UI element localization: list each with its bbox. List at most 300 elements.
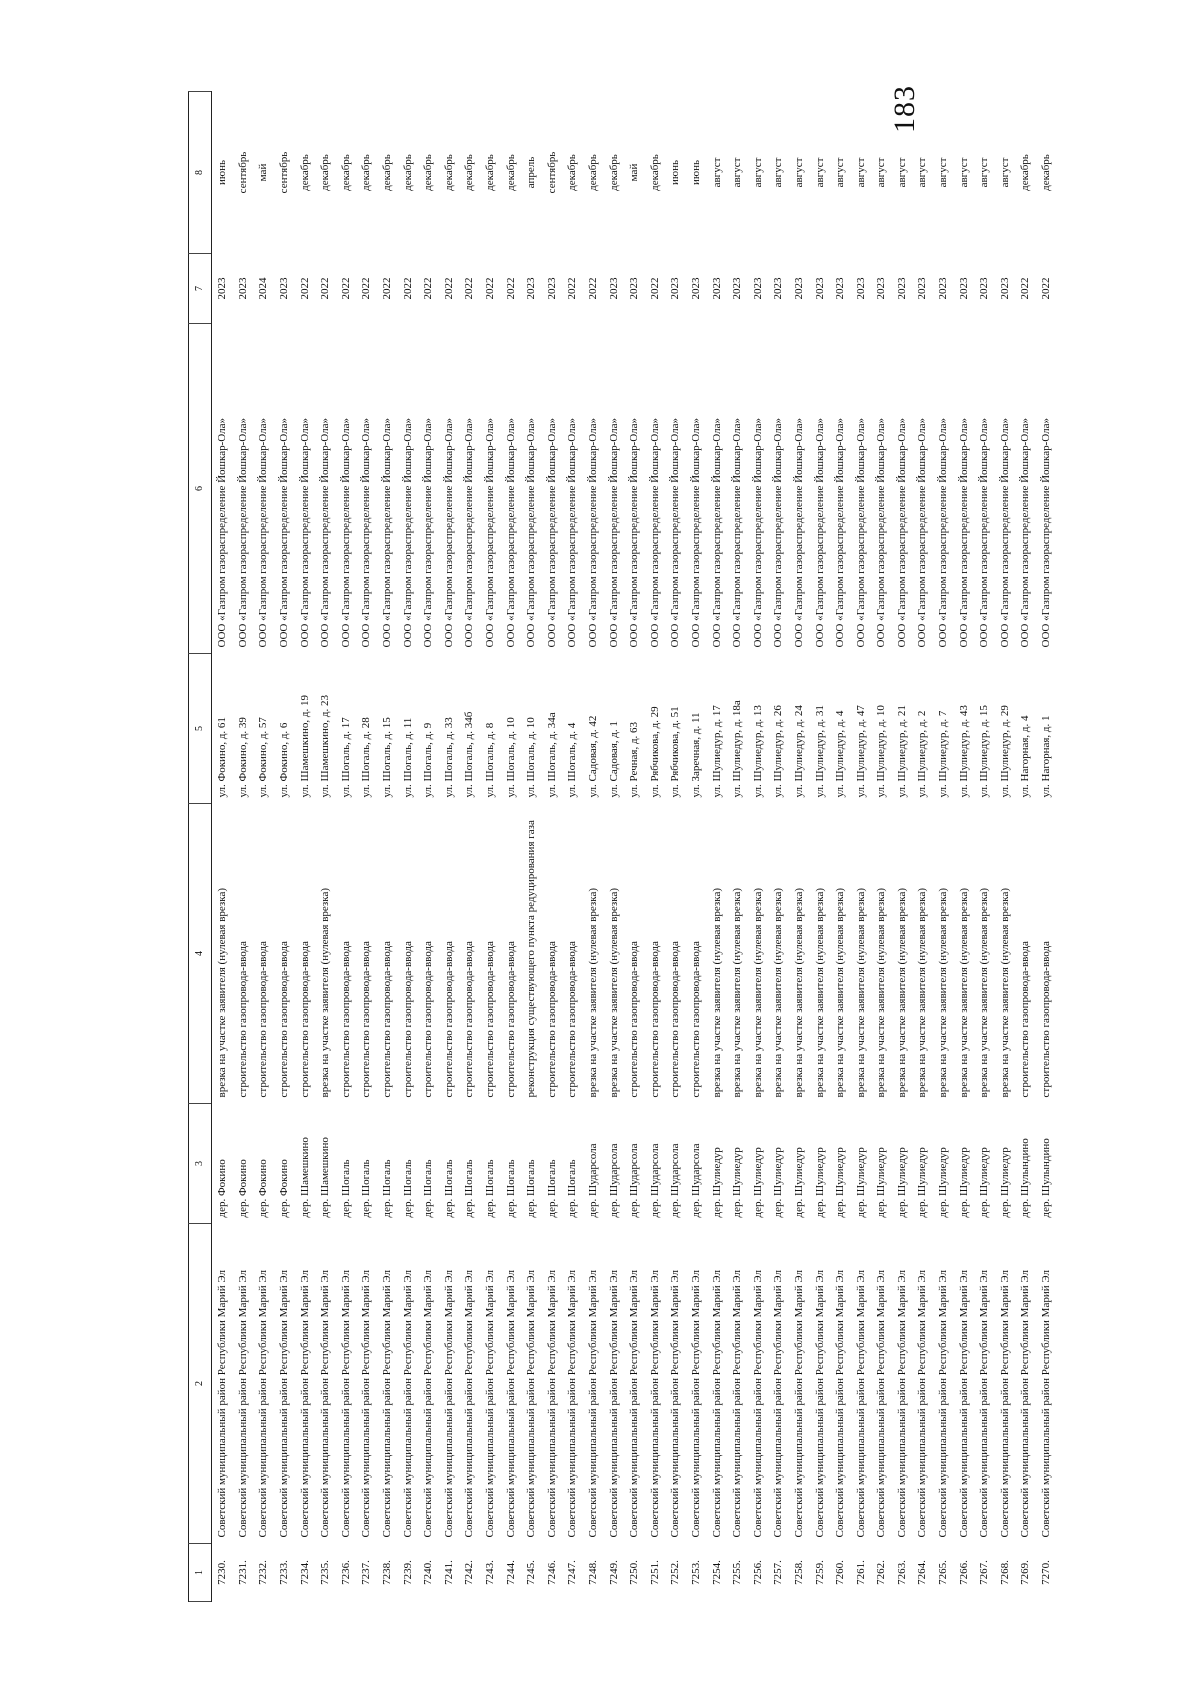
address-cell: ул. Шогаль, д. 11: [401, 717, 414, 798]
organization-cell: ООО «Газпром газораспределение Йошкар-Ола»: [1019, 417, 1032, 648]
district-cell: Советский муниципальный район Республики Марий Эл: [895, 1270, 908, 1538]
district-cell: Советский муниципальный район Республики Марий Эл: [978, 1270, 991, 1538]
table-header: [189, 92, 212, 1602]
table-row: [706, 92, 727, 1602]
row-number: 7261.: [854, 1560, 867, 1585]
table-row: [459, 92, 480, 1602]
organization-cell: ООО «Газпром газораспределение Йошкар-Ола»: [648, 417, 661, 648]
header-col-6: 6: [189, 324, 212, 654]
organization-cell: ООО «Газпром газораспределение Йошкар-Ола»: [628, 417, 641, 648]
header-row: [189, 92, 212, 1602]
month-cell: август: [772, 157, 785, 188]
month-cell: август: [751, 157, 764, 188]
header-col-3: 3: [189, 1104, 212, 1224]
work-type-cell: врезка на участке заявителя (нулевая врезка): [978, 887, 991, 1098]
month-cell: май: [628, 163, 641, 182]
work-type-cell: строительство газопровода-ввода: [504, 941, 517, 1098]
table-row: [274, 92, 295, 1602]
work-type-cell: строительство газопровода-ввода: [628, 941, 641, 1098]
address-cell: ул. Шогаль, д. 34а: [545, 712, 558, 798]
table-row: [336, 92, 357, 1602]
settlement-cell: дер. Шамешкино: [298, 1137, 311, 1218]
row-number: 7240.: [422, 1560, 435, 1585]
year-cell: 2022: [339, 277, 352, 300]
work-type-cell: врезка на участке заявителя (нулевая врезка): [772, 887, 785, 1098]
year-cell: 2023: [216, 277, 229, 300]
district-cell: Советский муниципальный район Республики Марий Эл: [545, 1270, 558, 1538]
table-row: [583, 92, 604, 1602]
settlement-cell: дер. Шогаль: [422, 1159, 435, 1218]
settlement-cell: дер. Шулиедур: [834, 1147, 847, 1218]
table-row: [315, 92, 336, 1602]
row-number: 7268.: [998, 1560, 1011, 1585]
address-cell: ул. Шогаль, д. 34б: [463, 711, 476, 798]
settlement-cell: дер. Шулиедур: [792, 1147, 805, 1218]
table-row: [830, 92, 851, 1602]
settlement-cell: дер. Фокино: [278, 1159, 291, 1218]
month-cell: декабрь: [339, 154, 352, 191]
organization-cell: ООО «Газпром газораспределение Йошкар-Ола»: [463, 417, 476, 648]
work-type-cell: врезка на участке заявителя (нулевая врезка): [834, 887, 847, 1098]
month-cell: август: [792, 157, 805, 188]
year-cell: 2022: [401, 277, 414, 300]
settlement-cell: дер. Шамешкино: [319, 1137, 332, 1218]
month-cell: декабрь: [401, 154, 414, 191]
organization-cell: ООО «Газпром газораспределение Йошкар-Ола»: [731, 417, 744, 648]
year-cell: 2023: [916, 277, 929, 300]
organization-cell: ООО «Газпром газораспределение Йошкар-Ола»: [484, 417, 497, 648]
organization-cell: ООО «Газпром газораспределение Йошкар-Ола»: [1040, 417, 1053, 648]
organization-cell: ООО «Газпром газораспределение Йошкар-Ола»: [916, 417, 929, 648]
district-cell: Советский муниципальный район Республики Марий Эл: [381, 1270, 394, 1538]
table-row: [850, 92, 871, 1602]
year-cell: 2023: [813, 277, 826, 300]
table-row: [933, 92, 954, 1602]
work-type-cell: врезка на участке заявителя (нулевая врезка): [875, 887, 888, 1098]
district-cell: Советский муниципальный район Республики Марий Эл: [319, 1270, 332, 1538]
settlement-cell: дер. Шогаль: [442, 1159, 455, 1218]
row-number: 7256.: [751, 1560, 764, 1585]
address-cell: ул. Шулиедур, д. 17: [710, 705, 723, 798]
table-row: [686, 92, 707, 1602]
address-cell: ул. Шулиедур, д. 29: [998, 705, 1011, 798]
district-cell: Советский муниципальный район Республики Марий Эл: [875, 1270, 888, 1538]
settlement-cell: дер. Шулындино: [1040, 1138, 1053, 1218]
month-cell: декабрь: [319, 154, 332, 191]
month-cell: декабрь: [422, 154, 435, 191]
district-cell: Советский муниципальный район Республики Марий Эл: [731, 1270, 744, 1538]
settlement-cell: дер. Шогаль: [381, 1159, 394, 1218]
district-cell: Советский муниципальный район Республики Марий Эл: [607, 1270, 620, 1538]
district-cell: Советский муниципальный район Республики Марий Эл: [628, 1270, 641, 1538]
row-number: 7231.: [236, 1560, 249, 1585]
month-cell: август: [875, 157, 888, 188]
organization-cell: ООО «Газпром газораспределение Йошкар-Ола»: [772, 417, 785, 648]
table-row: [768, 92, 789, 1602]
month-cell: декабрь: [1019, 154, 1032, 191]
settlement-cell: дер. Шогаль: [401, 1159, 414, 1218]
organization-cell: ООО «Газпром газораспределение Йошкар-Ола»: [504, 417, 517, 648]
table-row: [953, 92, 974, 1602]
table-row: [521, 92, 542, 1602]
row-number: 7255.: [731, 1560, 744, 1585]
row-number: 7236.: [339, 1560, 352, 1585]
work-type-cell: строительство газопровода-ввода: [689, 941, 702, 1098]
row-number: 7251.: [648, 1560, 661, 1585]
organization-cell: ООО «Газпром газораспределение Йошкар-Ола»: [216, 417, 229, 648]
year-cell: 2022: [319, 277, 332, 300]
work-type-cell: строительство газопровода-ввода: [360, 941, 373, 1098]
address-cell: ул. Шулиедур, д. 7: [937, 710, 950, 798]
table-row: [727, 92, 748, 1602]
month-cell: май: [257, 163, 270, 182]
work-type-cell: строительство газопровода-ввода: [278, 941, 291, 1098]
page-number: 183: [888, 85, 921, 133]
year-cell: 2023: [834, 277, 847, 300]
address-cell: ул. Шогаль, д. 10: [525, 717, 538, 798]
row-number: 7246.: [545, 1560, 558, 1585]
district-cell: Советский муниципальный район Республики Марий Эл: [834, 1270, 847, 1538]
settlement-cell: дер. Шогаль: [484, 1159, 497, 1218]
address-cell: ул. Шулиедур, д. 2: [916, 710, 929, 798]
month-cell: декабрь: [504, 154, 517, 191]
address-cell: ул. Шогаль, д. 33: [442, 717, 455, 798]
organization-cell: ООО «Газпром газораспределение Йошкар-Ола»: [236, 417, 249, 648]
header-col-7: 7: [189, 254, 212, 324]
month-cell: сентябрь: [236, 151, 249, 194]
organization-cell: ООО «Газпром газораспределение Йошкар-Ола»: [257, 417, 270, 648]
settlement-cell: дер. Шогаль: [525, 1159, 538, 1218]
settlement-cell: дер. Шулиедур: [751, 1147, 764, 1218]
table-row: [892, 92, 913, 1602]
row-number: 7247.: [566, 1560, 579, 1585]
table-row: [665, 92, 686, 1602]
settlement-cell: дер. Шогаль: [566, 1159, 579, 1218]
row-number: 7270.: [1040, 1560, 1053, 1585]
settlement-cell: дер. Шогаль: [504, 1159, 517, 1218]
row-number: 7265.: [937, 1560, 950, 1585]
table-row: [500, 92, 521, 1602]
row-number: 7242.: [463, 1560, 476, 1585]
district-cell: Советский муниципальный район Республики Марий Эл: [463, 1270, 476, 1538]
address-cell: ул. Шулиедур, д. 18а: [731, 700, 744, 798]
address-cell: ул. Фокино, д. 6: [278, 722, 291, 798]
settlement-cell: дер. Шулиедур: [772, 1147, 785, 1218]
year-cell: 2022: [504, 277, 517, 300]
row-number: 7235.: [319, 1560, 332, 1585]
district-cell: Советский муниципальный район Республики Марий Эл: [422, 1270, 435, 1538]
address-cell: ул. Нагорная, д. 1: [1040, 715, 1053, 798]
address-cell: ул. Шогаль, д. 28: [360, 717, 373, 798]
work-type-cell: врезка на участке заявителя (нулевая врезка): [998, 887, 1011, 1098]
district-cell: Советский муниципальный район Республики Марий Эл: [854, 1270, 867, 1538]
month-cell: сентябрь: [545, 151, 558, 194]
table-row: [912, 92, 933, 1602]
row-number: 7239.: [401, 1560, 414, 1585]
year-cell: 2023: [628, 277, 641, 300]
address-cell: ул. Шулиедур, д. 26: [772, 705, 785, 798]
month-cell: август: [731, 157, 744, 188]
settlement-cell: дер. Фокино: [236, 1159, 249, 1218]
year-cell: 2023: [854, 277, 867, 300]
year-cell: 2022: [566, 277, 579, 300]
year-cell: 2022: [1019, 277, 1032, 300]
address-cell: ул. Садовая, д. 1: [607, 721, 620, 798]
work-type-cell: строительство газопровода-ввода: [545, 941, 558, 1098]
district-cell: Советский муниципальный район Республики Марий Эл: [504, 1270, 517, 1538]
row-number: 7248.: [586, 1560, 599, 1585]
address-cell: ул. Шулиедур, д. 15: [978, 705, 991, 798]
year-cell: 2023: [689, 277, 702, 300]
year-cell: 2022: [442, 277, 455, 300]
settlement-cell: дер. Шударсола: [689, 1143, 702, 1218]
address-cell: ул. Фокино, д. 57: [257, 717, 270, 798]
row-number: 7263.: [895, 1560, 908, 1585]
settlement-cell: дер. Фокино: [216, 1159, 229, 1218]
address-cell: ул. Шогаль, д. 10: [504, 717, 517, 798]
settlement-cell: дер. Шударсола: [607, 1143, 620, 1218]
district-cell: Советский муниципальный район Республики Марий Эл: [525, 1270, 538, 1538]
header-col-5: 5: [189, 654, 212, 804]
month-cell: август: [854, 157, 867, 188]
district-cell: Советский муниципальный район Республики Марий Эл: [339, 1270, 352, 1538]
row-number: 7266.: [957, 1560, 970, 1585]
row-number: 7260.: [834, 1560, 847, 1585]
header-col-8: 8: [189, 92, 212, 254]
month-cell: сентябрь: [278, 151, 291, 194]
month-cell: август: [978, 157, 991, 188]
organization-cell: ООО «Газпром газораспределение Йошкар-Ола»: [586, 417, 599, 648]
address-cell: ул. Рябчикова, д. 51: [669, 706, 682, 798]
row-number: 7249.: [607, 1560, 620, 1585]
table-row: [1015, 92, 1036, 1602]
district-cell: Советский муниципальный район Республики Марий Эл: [442, 1270, 455, 1538]
district-cell: Советский муниципальный район Республики Марий Эл: [257, 1270, 270, 1538]
row-number: 7250.: [628, 1560, 641, 1585]
address-cell: ул. Шогаль, д. 15: [381, 717, 394, 798]
work-type-cell: врезка на участке заявителя (нулевая врезка): [710, 887, 723, 1098]
row-number: 7230.: [216, 1560, 229, 1585]
table-row: [397, 92, 418, 1602]
row-number: 7264.: [916, 1560, 929, 1585]
year-cell: 2023: [278, 277, 291, 300]
district-cell: Советский муниципальный район Республики Марий Эл: [484, 1270, 497, 1538]
work-type-cell: врезка на участке заявителя (нулевая врезка): [895, 887, 908, 1098]
month-cell: август: [916, 157, 929, 188]
district-cell: Советский муниципальный район Республики Марий Эл: [751, 1270, 764, 1538]
year-cell: 2023: [236, 277, 249, 300]
settlement-cell: дер. Шулындино: [1019, 1138, 1032, 1218]
work-type-cell: строительство газопровода-ввода: [484, 941, 497, 1098]
year-cell: 2022: [648, 277, 661, 300]
month-cell: август: [895, 157, 908, 188]
work-type-cell: строительство газопровода-ввода: [1019, 941, 1032, 1098]
district-cell: Советский муниципальный район Республики Марий Эл: [648, 1270, 661, 1538]
year-cell: 2022: [484, 277, 497, 300]
work-type-cell: строительство газопровода-ввода: [463, 941, 476, 1098]
year-cell: 2023: [895, 277, 908, 300]
organization-cell: ООО «Газпром газораспределение Йошкар-Ола»: [854, 417, 867, 648]
year-cell: 2023: [710, 277, 723, 300]
row-number: 7259.: [813, 1560, 826, 1585]
month-cell: декабрь: [1040, 154, 1053, 191]
organization-cell: ООО «Газпром газораспределение Йошкар-Ола»: [978, 417, 991, 648]
table-row: [294, 92, 315, 1602]
district-cell: Советский муниципальный район Республики Марий Эл: [1040, 1270, 1053, 1538]
work-type-cell: врезка на участке заявителя (нулевая врезка): [792, 887, 805, 1098]
district-cell: Советский муниципальный район Республики Марий Эл: [710, 1270, 723, 1538]
month-cell: декабрь: [442, 154, 455, 191]
address-cell: ул. Садовая, д. 42: [586, 715, 599, 798]
district-cell: Советский муниципальный район Республики Марий Эл: [278, 1270, 291, 1538]
settlement-cell: дер. Шулиедур: [978, 1147, 991, 1218]
work-type-cell: строительство газопровода-ввода: [1040, 941, 1053, 1098]
work-type-cell: строительство газопровода-ввода: [566, 941, 579, 1098]
organization-cell: ООО «Газпром газораспределение Йошкар-Ола»: [566, 417, 579, 648]
month-cell: июнь: [669, 160, 682, 186]
row-number: 7252.: [669, 1560, 682, 1585]
organization-cell: ООО «Газпром газораспределение Йошкар-Ола»: [381, 417, 394, 648]
table-row: [439, 92, 460, 1602]
table-row: [974, 92, 995, 1602]
settlement-cell: дер. Шулиедур: [916, 1147, 929, 1218]
row-number: 7253.: [689, 1560, 702, 1585]
rotated-table-container: [188, 92, 1078, 1602]
address-cell: ул. Фокино, д. 39: [236, 717, 249, 798]
address-cell: ул. Шогаль, д. 17: [339, 717, 352, 798]
year-cell: 2022: [381, 277, 394, 300]
organization-cell: ООО «Газпром газораспределение Йошкар-Ола»: [339, 417, 352, 648]
district-cell: Советский муниципальный район Республики Марий Эл: [566, 1270, 579, 1538]
year-cell: 2022: [1040, 277, 1053, 300]
year-cell: 2023: [751, 277, 764, 300]
address-cell: ул. Шамешкино, д. 23: [319, 694, 332, 798]
row-number: 7234.: [298, 1560, 311, 1585]
year-cell: 2022: [298, 277, 311, 300]
address-cell: ул. Шогаль, д. 4: [566, 722, 579, 798]
settlement-cell: дер. Шулиедур: [937, 1147, 950, 1218]
district-cell: Советский муниципальный район Республики Марий Эл: [937, 1270, 950, 1538]
settlement-cell: дер. Шогаль: [463, 1159, 476, 1218]
work-type-cell: врезка на участке заявителя (нулевая врезка): [957, 887, 970, 1098]
year-cell: 2023: [998, 277, 1011, 300]
work-type-cell: врезка на участке заявителя (нулевая врезка): [319, 887, 332, 1098]
work-type-cell: строительство газопровода-ввода: [442, 941, 455, 1098]
row-number: 7232.: [257, 1560, 270, 1585]
work-type-cell: врезка на участке заявителя (нулевая врезка): [813, 887, 826, 1098]
address-cell: ул. Речная, д. 63: [628, 721, 641, 798]
district-cell: Советский муниципальный район Республики Марий Эл: [772, 1270, 785, 1538]
address-cell: ул. Шулиедур, д. 24: [792, 705, 805, 798]
row-number: 7258.: [792, 1560, 805, 1585]
work-type-cell: врезка на участке заявителя (нулевая врезка): [216, 887, 229, 1098]
organization-cell: ООО «Газпром газораспределение Йошкар-Ола»: [360, 417, 373, 648]
table-row: [624, 92, 645, 1602]
work-type-cell: врезка на участке заявителя (нулевая врезка): [607, 887, 620, 1098]
row-number: 7254.: [710, 1560, 723, 1585]
work-type-cell: строительство газопровода-ввода: [257, 941, 270, 1098]
settlement-cell: дер. Шулиедур: [813, 1147, 826, 1218]
work-type-cell: строительство газопровода-ввода: [236, 941, 249, 1098]
table-row: [789, 92, 810, 1602]
district-cell: Советский муниципальный район Республики Марий Эл: [813, 1270, 826, 1538]
header-col-1: 1: [189, 1544, 212, 1602]
work-type-cell: строительство газопровода-ввода: [381, 941, 394, 1098]
row-number: 7237.: [360, 1560, 373, 1585]
row-number: 7245.: [525, 1560, 538, 1585]
year-cell: 2023: [545, 277, 558, 300]
row-number: 7244.: [504, 1560, 517, 1585]
row-number: 7262.: [875, 1560, 888, 1585]
month-cell: декабрь: [381, 154, 394, 191]
district-cell: Советский муниципальный район Республики Марий Эл: [586, 1270, 599, 1538]
year-cell: 2023: [957, 277, 970, 300]
table-row: [212, 92, 233, 1602]
settlement-cell: дер. Фокино: [257, 1159, 270, 1218]
district-cell: Советский муниципальный район Республики Марий Эл: [957, 1270, 970, 1538]
work-type-cell: врезка на участке заявителя (нулевая врезка): [731, 887, 744, 1098]
organization-cell: ООО «Газпром газораспределение Йошкар-Ола»: [525, 417, 538, 648]
address-cell: ул. Шулиедур, д. 47: [854, 705, 867, 798]
organization-cell: ООО «Газпром газораспределение Йошкар-Ола»: [669, 417, 682, 648]
year-cell: 2023: [607, 277, 620, 300]
table-row: [747, 92, 768, 1602]
year-cell: 2022: [586, 277, 599, 300]
row-number: 7257.: [772, 1560, 785, 1585]
settlement-cell: дер. Шогаль: [339, 1159, 352, 1218]
header-col-2: 2: [189, 1224, 212, 1544]
address-cell: ул. Шулиедур, д. 31: [813, 705, 826, 798]
table-row: [1036, 92, 1057, 1602]
table-row: [233, 92, 254, 1602]
year-cell: 2023: [978, 277, 991, 300]
settlement-cell: дер. Шогаль: [545, 1159, 558, 1218]
organization-cell: ООО «Газпром газораспределение Йошкар-Ола»: [792, 417, 805, 648]
organization-cell: ООО «Газпром газораспределение Йошкар-Ола»: [710, 417, 723, 648]
month-cell: август: [710, 157, 723, 188]
address-cell: ул. Шогаль, д. 8: [484, 722, 497, 798]
year-cell: 2023: [937, 277, 950, 300]
address-cell: ул. Фокино, д. 61: [216, 717, 229, 798]
header-col-4: 4: [189, 804, 212, 1104]
row-number: 7241.: [442, 1560, 455, 1585]
work-type-cell: строительство газопровода-ввода: [648, 941, 661, 1098]
work-type-cell: врезка на участке заявителя (нулевая врезка): [751, 887, 764, 1098]
month-cell: декабрь: [566, 154, 579, 191]
month-cell: декабрь: [586, 154, 599, 191]
table-row: [603, 92, 624, 1602]
district-cell: Советский муниципальный район Республики Марий Эл: [792, 1270, 805, 1538]
address-cell: ул. Шамешкино, д. 19: [298, 694, 311, 798]
organization-cell: ООО «Газпром газораспределение Йошкар-Ола»: [895, 417, 908, 648]
address-cell: ул. Шогаль, д. 9: [422, 722, 435, 798]
district-cell: Советский муниципальный район Республики Марий Эл: [236, 1270, 249, 1538]
table-row: [377, 92, 398, 1602]
table-row: [871, 92, 892, 1602]
organization-cell: ООО «Газпром газораспределение Йошкар-Ола»: [834, 417, 847, 648]
work-type-cell: строительство газопровода-ввода: [298, 941, 311, 1098]
district-cell: Советский муниципальный район Республики Марий Эл: [401, 1270, 414, 1538]
district-cell: Советский муниципальный район Республики Марий Эл: [1019, 1270, 1032, 1538]
table-body: [212, 92, 1057, 1602]
row-number: 7267.: [978, 1560, 991, 1585]
address-cell: ул. Заречная, д. 11: [689, 712, 702, 798]
organization-cell: ООО «Газпром газораспределение Йошкар-Ола»: [607, 417, 620, 648]
table-row: [253, 92, 274, 1602]
month-cell: август: [813, 157, 826, 188]
address-cell: ул. Шулиедур, д. 4: [834, 710, 847, 798]
district-cell: Советский муниципальный район Республики Марий Эл: [916, 1270, 929, 1538]
